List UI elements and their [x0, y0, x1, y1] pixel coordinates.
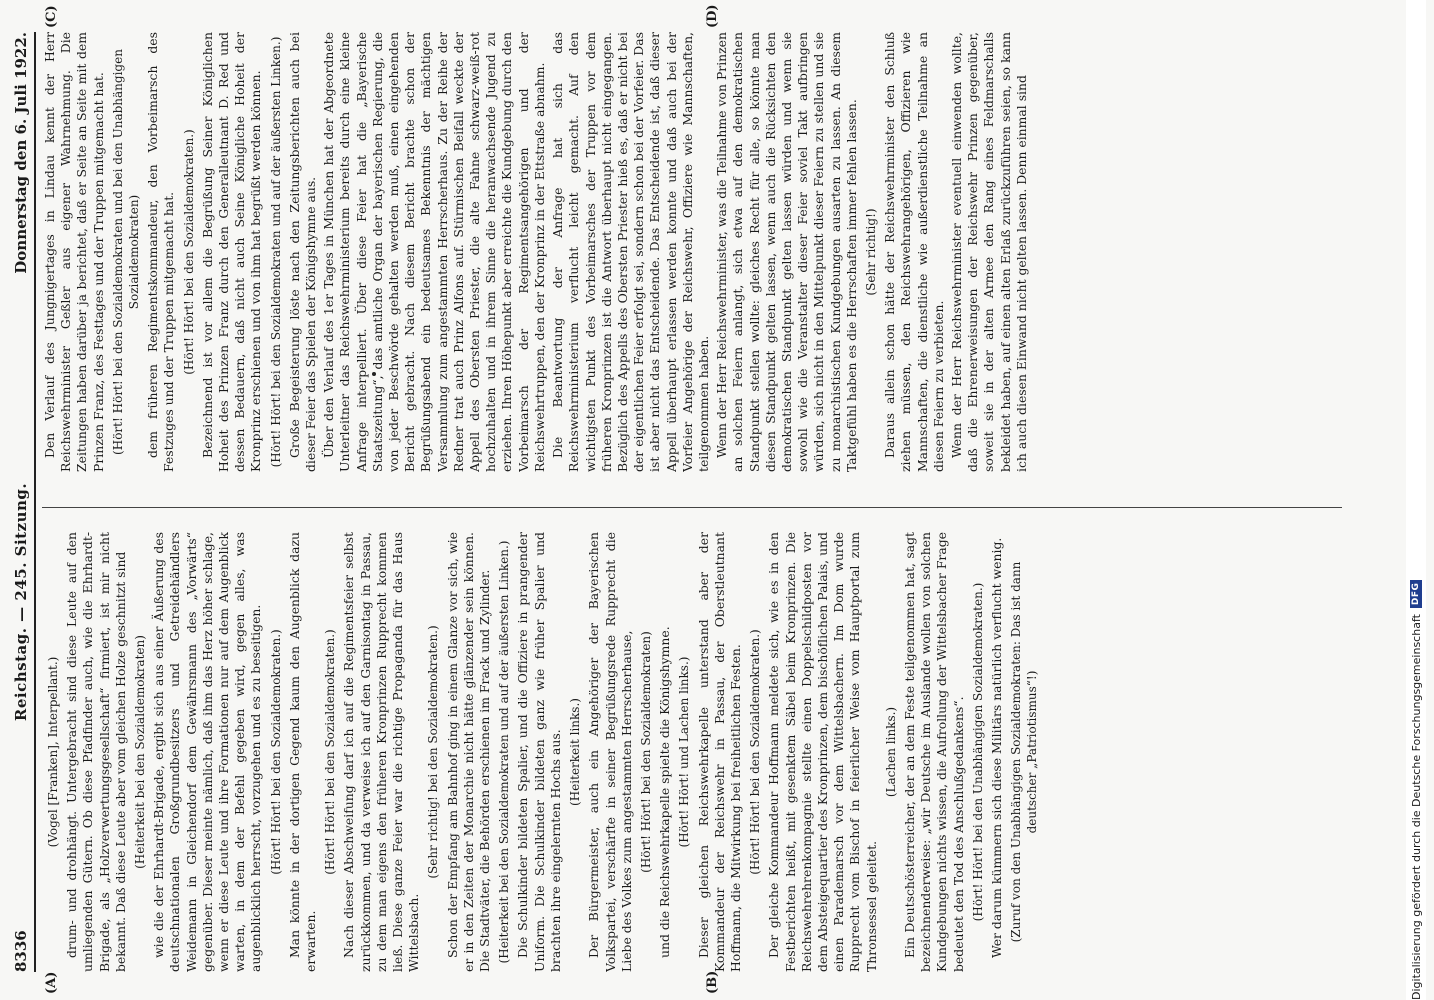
paragraph: Wenn der Herr Reichswehrminister, was die Teilnahme von Prinzen an solchen Feiern anlangt, sich etwa auf den demokratischen Standpunkt stellen wollte: gleiches Recht für alle, so könnte man diesen Standpunkt gelten lassen, wenn auch die Rücksichten den demokratischen Standpunkt gelten lassen würden und wenn sie sowohl wie die Veranstalter dieser Feier soviel Takt aufbringen würden, sich nicht in den Mittelpunkt dieser Feiern zu stellen und sie zu monarchistischen Kundgebungen ausarten zu lassen. An diesem Taktgefühl haben es die Herrschaften immer fehlen lassen. [714, 32, 859, 472]
credit-text: Digitalisierung gefördert durch die Deutsche Forschungsgemeinschaft [1409, 614, 1423, 1000]
interjection: (Hört! Hört! bei den Sozialdemokraten.) [748, 629, 763, 875]
interjection: (Hört! Hört! bei den Sozialdemokraten.) [181, 129, 196, 375]
paragraph: drum- und drohhängt. Untergebracht sind diese Leute auf den umliegenden Gütern. Ob diese Pfadfinder auch, wie die Ehrhardt-Brigade, als „Holzverwertungsgesellschaft“ firmiert, ist mir nicht bekannt. Daß diese Leute aber vom gleichen Holze geschnitzt sind [64, 532, 128, 972]
digitization-credit [1406, 0, 1426, 1000]
right-text-column [42, 32, 1362, 472]
paragraph: Schon der Empfang am Bahnhof ging in einem Glanze vor sich, wie er in den Zeiten der Monarchie nicht hätte glänzender sein können. Die Stadtväter, die Behörden erschienen im Frack und Zylinder. [444, 532, 493, 972]
column-divider [42, 507, 1342, 508]
paragraph: Daraus allein schon hätte der Reichswehrminister den Schluß ziehen müssen, den Reichswehrangehörigen, Offizieren wie Mannschaften, die dienstliche wie außerdienstliche Teilnahme an diesen Feiern zu verbieten. [882, 32, 946, 472]
margin-mark-a: (A) [44, 971, 59, 994]
dfg-logo: DFG [1410, 580, 1422, 609]
paragraph: Große Begeisterung löste nach den Zeitungsberichten auch bei dieser Feier das Spielen der Königshymne aus. [286, 32, 319, 472]
page-header [8, 32, 36, 972]
paragraph: wie die der Ehrhardt-Brigade, ergibt sich aus einer Äußerung des deutschnationalen Großgrundbesitzers und Getreidehändlers Weidemann in Gleichendorf dem Gewährsmann des „Vorwärts“ gegenüber. Dieser meinte nämlich, daß ihm das Herz höher schlage, wenn er diese Leute und ihre Formationen nur auf dem Augenblick warten, in dem der Befehl gegeben wird, gegen alles, was augenblicklich herrscht, vorzugehen und es zu beseitigen. [151, 532, 264, 972]
interjection: (Lachen links.) [883, 706, 898, 798]
margin-mark-c: (C) [44, 5, 59, 28]
paragraph: dem früheren Regimentskommandeur, den Vorbeimarsch des Festzuges und der Truppen mitgemacht hat. [145, 32, 177, 472]
paragraph: Ein Deutschösterreicher, der an dem Feste teilgenommen hat, sagt bezeichnenderweise: „wir Deutsche im Auslande wollen von solchen Kundgebungen nichts wissen, die Aufrollung der Wittelsbacher Frage bedeutet den Tod des Anschlußgedankens“. [901, 532, 966, 972]
paragraph: Wer darum kümmern sich diese Militärs natürlich verflucht wenig. [988, 537, 1004, 958]
paragraph: Nach dieser Abschweifung darf ich auf die Regimentsfeier selbst zurückkommen, und da verweise ich auf den Garnisontag in Passau, zu dem man eigens den früheren Kronprinzen Rupprecht kommen ließ. Diese ganze Feier war die richtige Propaganda für das Haus Wittelsbach. [341, 532, 422, 972]
interjection: (Heiterkeit links.) [568, 698, 583, 806]
paragraph: Dieser gleichen Reichswehrkapelle unterstand aber der Kommandeur der Reichswehr in Passau, der Oberstleutnant Hoffmann, die Mitwirkung bei freiheitlichen Festen. [695, 532, 743, 972]
paragraph: Die Beantwortung der Anfrage hat sich das Reichswehrministerium verflucht leicht gemacht. Auf den wichtigsten Punkt des Vorbeimarsches der Truppen vor dem früheren Kronprinzen ist die Antwort überhaupt nicht eingegangen. Bezüglich des Appells des Obersten Priester hieß es, daß er nicht bei der eigentlichen Feier erfolgt sei, sondern schon bei der Vorfeier. Das ist aber nicht das Entscheidende. Das Entscheidende ist, daß dieser Appell überhaupt erlassen werden konnte und daß auch bei der Vorfeier Angehörige der Reichswehr, Offiziere wie Mannschaften, teilgenommen haben. [550, 32, 711, 472]
session-title: Reichstag. — 245. Sitzung. [12, 482, 30, 722]
margin-mark-b: (B) [705, 970, 720, 994]
speaker-line: (Vogel [Franken], Interpellant.) [46, 656, 60, 848]
interjection: (Hört! Hört! bei den Sozialdemokraten.) [268, 629, 283, 875]
interjection: (Heiterkeit bei den Sozialdemokraten) [133, 635, 148, 869]
interjection: (Hört! Hört! bei den Unabhängigen Sozialdemokraten.) [970, 582, 985, 922]
session-date: Donnerstag den 6. Juli 1922. [12, 32, 30, 274]
page-number: 8336 [12, 930, 30, 972]
paragraph: Bezeichnend ist vor allem die Begrüßung Seiner Königlichen Hoheit des Prinzen Franz durch den Generalleutnant D. Red und dessen Bedauern, daß nicht auch Seine Königliche Hoheit der Kronprinz erschienen und von ihm hat begrüßt werden können. [199, 32, 264, 472]
paragraph: Der gleiche Kommandeur Hoffmann meldete sich, wie es in den Festberichten heißt, mit gesenktem Säbel beim Kronprinzen. Die Reichswehrehrenkompagnie stellte einen Doppelschildposten vor dem Absteigequartier des Kronprinzen, dem bischöflichen Palais, und einen Parademarsch vor dem Wittelsbachern. Im Dom wurde Rupprecht vom Bischof in feierlicher Weise vom Hauptportal zum Thronsessel geleitet. [766, 532, 879, 972]
paragraph: Über den Verlauf des 1er Tages in München hat der Abgeordnete Unterleitner das Reichswehrministerium bereits durch eine kleine Anfrage interpelliert. Über diese Feier hat die „Bayerische Staatszeitung“, das amtliche Organ der bayerischen Regierung, die von jeder Beschwörde gehalten werden muß, einen eingehenden Bericht gebracht. Nach diesem Bericht brachte schon der Begrüßungsabend ein bedeutsames Bekenntnis der mächtigen Versammlung zum angestammten Herrscherhaus. Zu der Reihe der Redner trat auch Prinz Alfons auf. Stürmischen Beifall weckte der Appell des Obersten Priester, die alte Fahne schwarz-weiß-rot hochzuhalten und in ihrem Sinne die heranwachsende Jugend zu erziehen. Ihren Höhepunkt aber erreichte die Kundgebung durch den Vorbeimarsch der Regimentsangehörigen und der Reichswehrtruppen, den der Kronprinz in der Ettstraße abnahm. [321, 32, 547, 472]
paragraph: Der Bürgermeister, auch ein Angehöriger der Bayerischen Volkspartei, verschärfte in seiner Begrüßungsrede Rupprecht die Liebe des Volkes zum angestammten Herrscherhause, [586, 532, 634, 972]
left-text-column [42, 532, 1362, 972]
interjection: (Sehr richtig! bei den Sozialdemokraten.) [426, 625, 441, 879]
interjection: (Hört! Hört! und Lachen links.) [677, 656, 692, 848]
interjection: (Heiterkeit bei den Sozialdemokraten und auf der äußersten Linken.) [497, 540, 512, 964]
paragraph: Die Schulkinder bildeten Spalier, und die Offiziere in prangender Uniform. Die Schulkinder bildeten ganz wie früher Spalier und brachten ihre eingelernten Hochs aus. [515, 532, 563, 972]
interjection: (Sehr richtig!) [863, 208, 878, 296]
interjection: (Hört! Hört! bei den Sozialdemokraten und auf der äußersten Linken.) [268, 36, 283, 468]
paragraph: Den Verlauf des Jungnigertages in Lindau kennt der Herr Reichswehrminister Geßler aus eigener Wahrnehmung. Die Zeitungen haben darüber ja berichtet, daß er Seite an Seite mit dem Prinzen Franz, des Festtages und der Truppen mitgemacht hat. [42, 32, 106, 472]
paragraph: und die Reichswehrkapelle spielte die Königshymne. [657, 626, 673, 958]
paragraph: Man könnte in der dortigen Gegend kaum den Augenblick dazu erwarten. [286, 532, 319, 972]
interjection: (Hört! Hört! bei den Sozialdemokraten und bei den Unabhängigen Sozialdemokraten) [110, 49, 142, 455]
paragraph: Wenn der Herr Reichswehrminister eventuell einwenden wollte, daß die Ehrenerweisungen der Reichswehr Prinzen gegenüber, soweit sie in der alten Armee den Rang eines Feldmarschalls bekleidet haben, auf einen alten Erlaß zurückzuführen seien, so kann ich auch diesen Einwand nicht gelten lassen. Denn einmal sind [948, 32, 1029, 472]
interjection: (Hört! Hört! bei den Sozialdemokraten) [638, 631, 653, 873]
interjection: (Hört! Hört! bei den Sozialdemokraten.) [323, 629, 338, 875]
interjection: (Zuruf von den Unabhängigen Sozialdemokraten: Das ist dann deutscher „Patriotismus“!) [1009, 561, 1040, 943]
margin-mark-d: (D) [705, 4, 720, 28]
